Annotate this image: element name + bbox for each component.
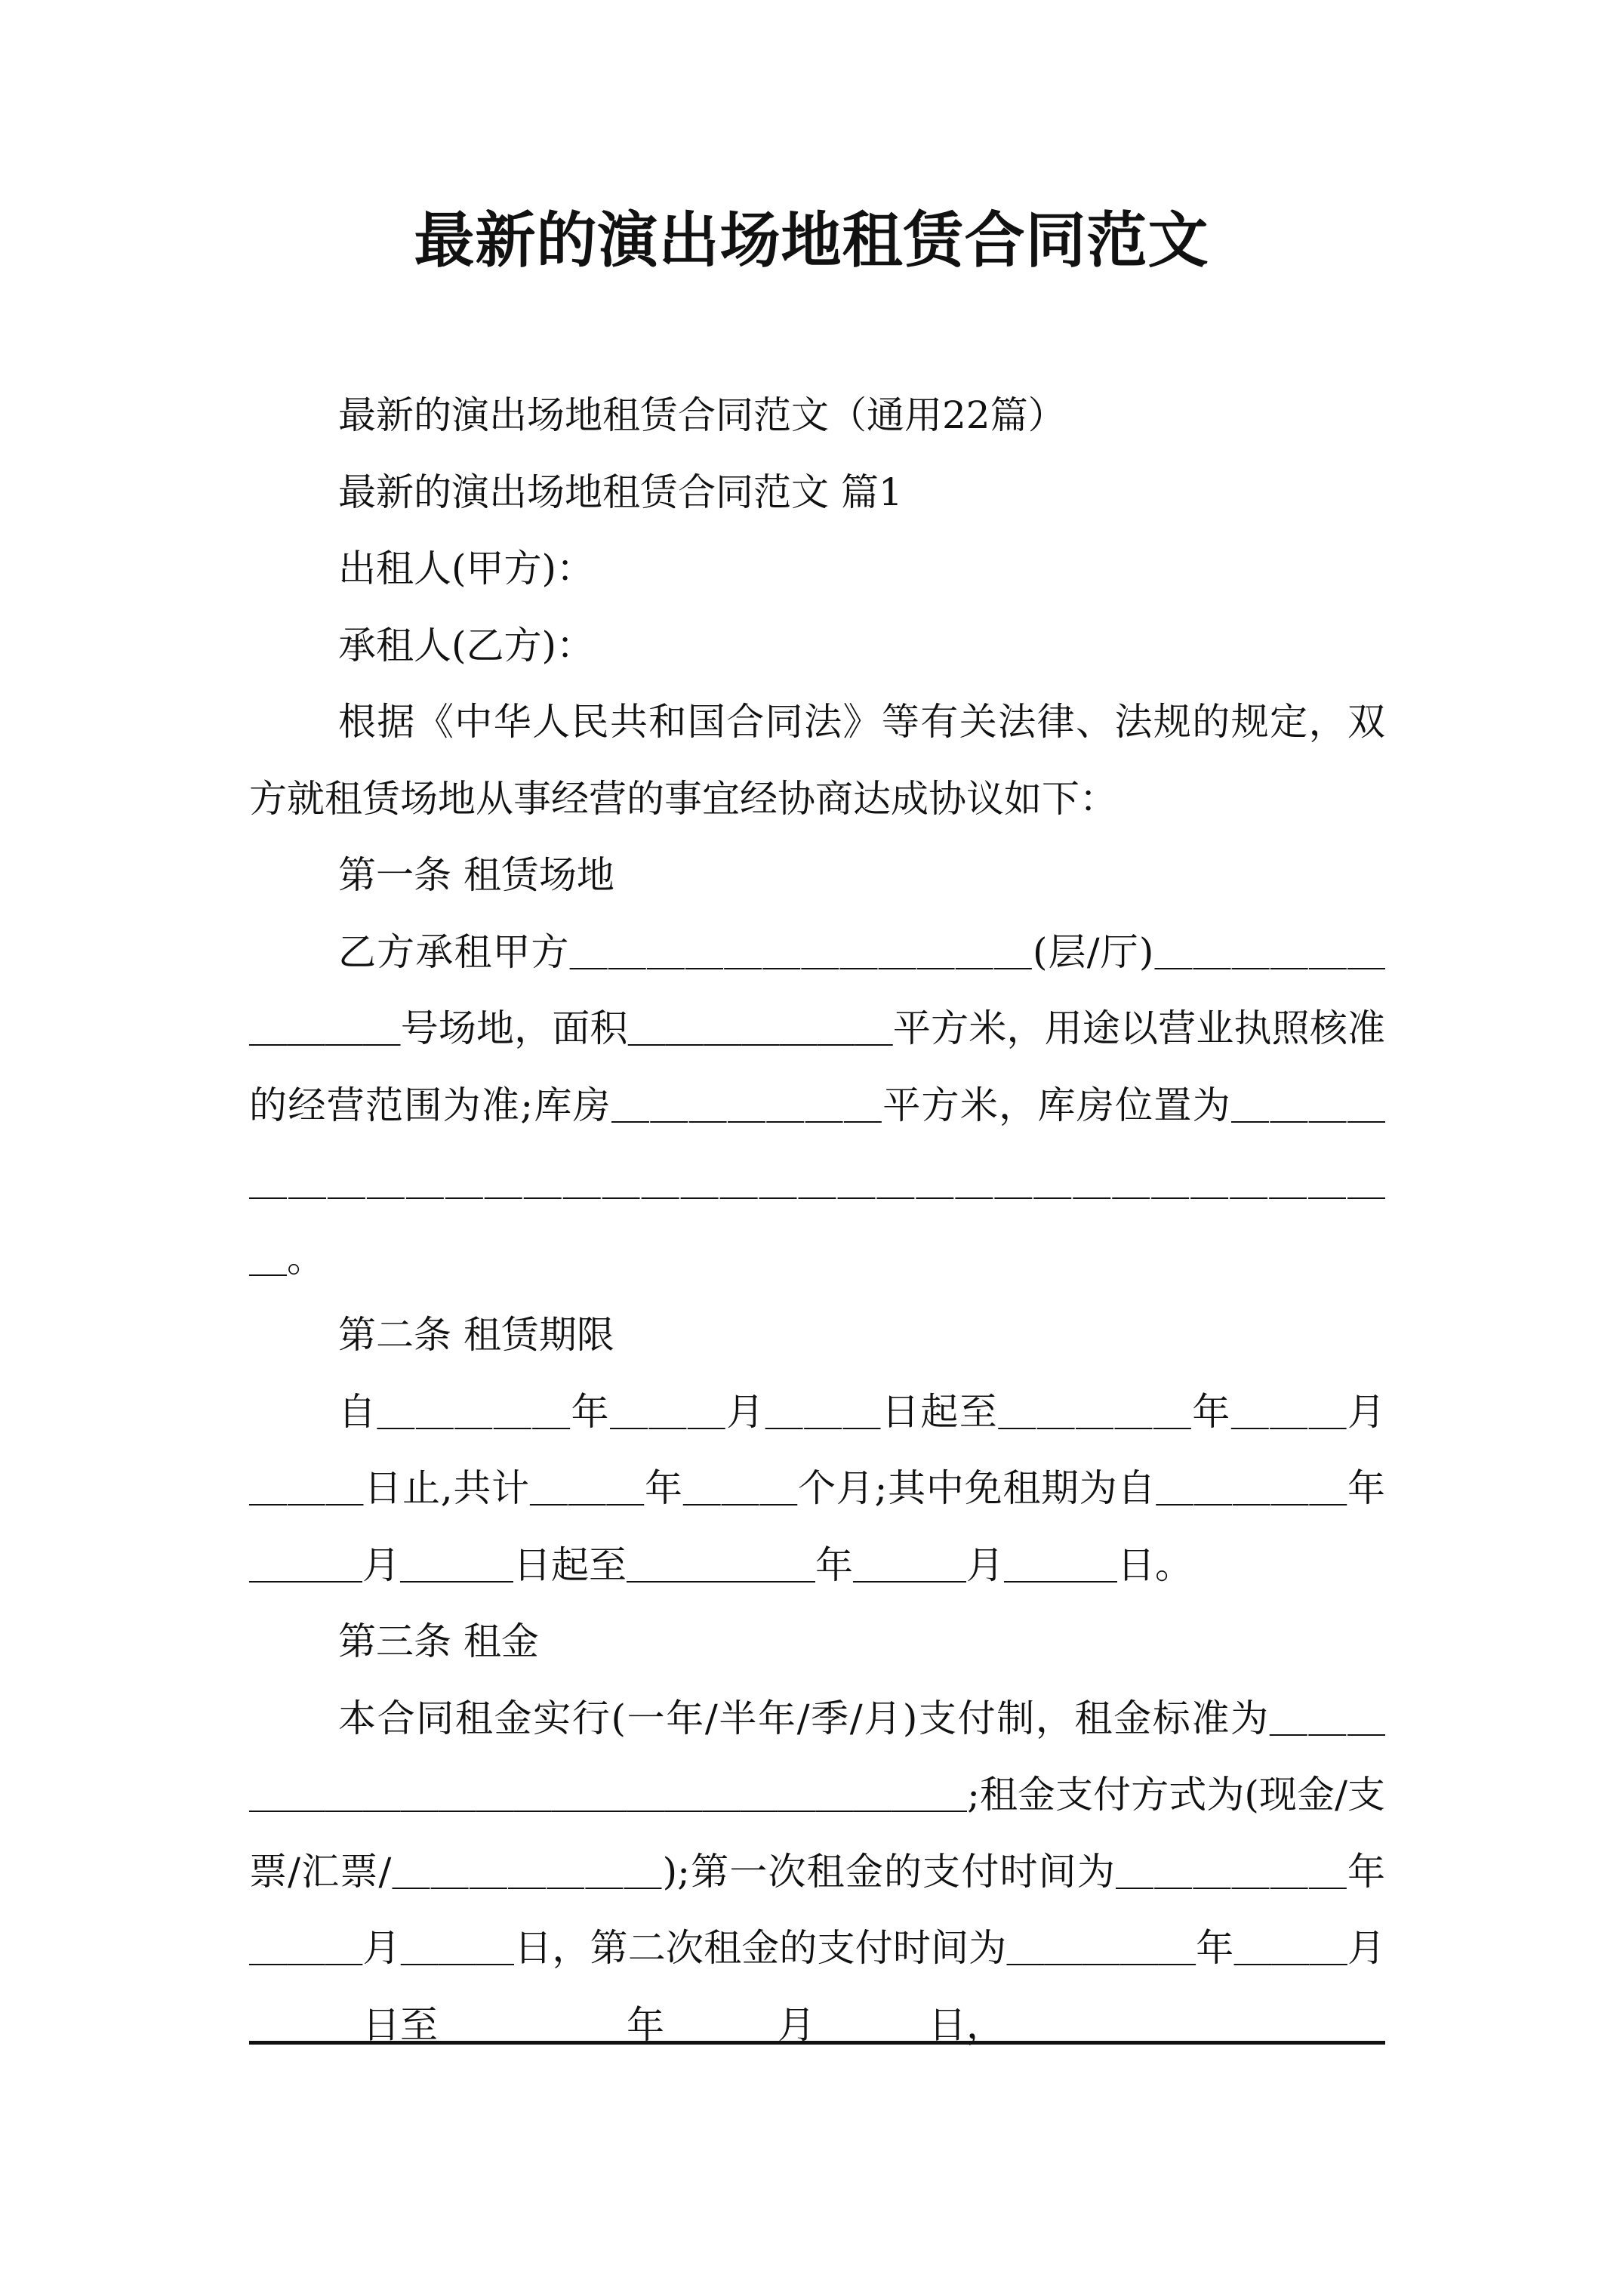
subtitle-line: 最新的演出场地租赁合同范文（通用22篇） xyxy=(338,393,1066,437)
section-heading: 最新的演出场地租赁合同范文 篇1 xyxy=(338,470,903,514)
document-body xyxy=(249,378,1385,2103)
article-2-text: 自＿＿＿＿＿年＿＿＿月＿＿＿日起至＿＿＿＿＿年＿＿＿月＿＿＿日止,共计＿＿＿年＿＿＿个月;其中免租期为自＿＿＿＿＿年＿＿＿月＿＿＿日起至＿＿＿＿＿年＿＿＿月＿＿＿日。 xyxy=(249,1389,1385,1587)
document-title: 最新的演出场地租赁合同范文 xyxy=(414,205,1209,276)
lessor-line: 出租人(甲方)： xyxy=(338,547,595,590)
article-2-heading: 第二条 租赁期限 xyxy=(338,1313,614,1357)
article-3-text: 本合同租金实行(一年/半年/季/月)支付制，租金标准为＿＿＿＿＿＿＿＿＿＿＿＿＿＿＿＿＿＿＿＿＿＿;租金支付方式为(现金/支票/汇票/＿＿＿＿＿＿＿);第一次租金的支付时间为＿＿＿＿＿＿年＿＿＿月＿＿＿日，第二次租金的支付时间为＿＿＿＿＿年＿＿＿月＿＿＿日至＿＿＿＿＿年＿＿＿月＿＿＿日，＿＿＿＿＿＿＿＿＿＿ xyxy=(249,1696,1385,2047)
lessee-line: 承租人(乙方)： xyxy=(338,623,595,667)
article-3-heading: 第三条 租金 xyxy=(338,1620,539,1663)
article-1-heading: 第一条 租赁场地 xyxy=(338,853,614,897)
preamble-paragraph: 根据《中华人民共和国合同法》等有关法律、法规的规定，双方就租赁场地从事经营的事宜经协商达成协议如下： xyxy=(249,700,1385,821)
article-1-text: 乙方承租甲方＿＿＿＿＿＿＿＿＿＿＿＿(层/厅)＿＿＿＿＿＿＿＿＿＿号场地，面积＿＿＿＿＿＿＿平方米，用途以营业执照核准的经营范围为准;库房＿＿＿＿＿＿＿平方米，库房位置为＿＿＿＿＿＿＿＿＿＿＿＿＿＿＿＿＿＿＿＿＿＿＿＿＿＿＿＿＿＿＿＿＿＿。 xyxy=(249,929,1385,1281)
